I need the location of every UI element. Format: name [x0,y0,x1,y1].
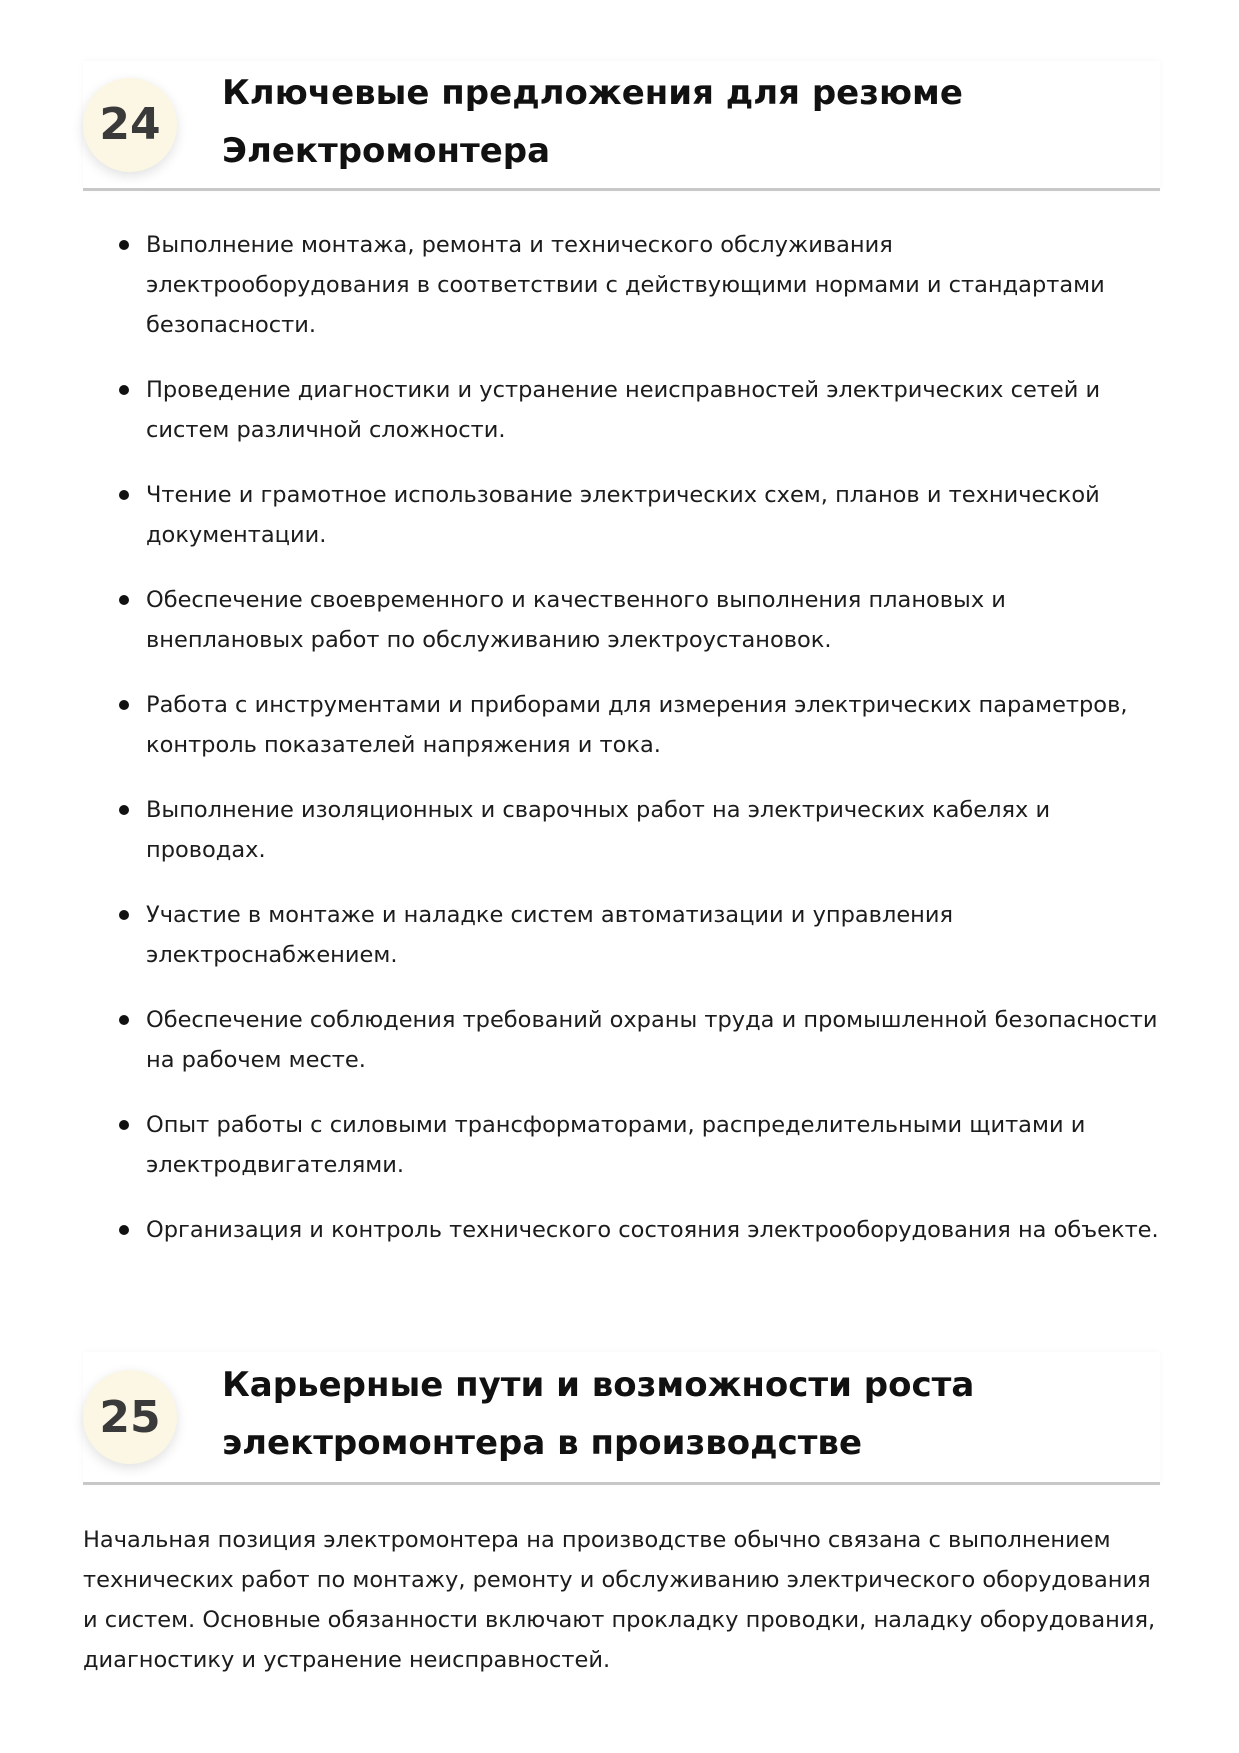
list-item-text: Выполнение изоляционных и сварочных работ на электрических кабелях и проводах. [146,797,1051,863]
list-item-text: Организация и контроль технического состояния электрооборудования на объекте. [146,1217,1159,1243]
section-title-line: Ключевые предложения для резюме [222,73,963,113]
section-title-line: Электромонтера [222,131,551,171]
list-item [83,790,1160,870]
bullet-dot-icon [119,910,129,920]
section-title [83,1352,1160,1472]
bullet-dot-icon [119,1120,129,1130]
section-title-line: электромонтера в производстве [222,1423,863,1463]
list-item [83,475,1160,555]
section-number-badge: 24 [83,78,177,172]
list-item-text: Опыт работы с силовыми трансформаторами, распределительными щитами и электродвигателями. [146,1112,1086,1178]
body-paragraph: Начальная позиция электромонтера на производстве обычно связана с выполнением технических работ по монтажу, ремонту и обслуживанию электрического оборудования и систем. Основные обязанности включают прокладку проводки, наладку оборудования, диагностику и устранение неисправностей. [83,1527,1156,1673]
list-item-text: Обеспечение соблюдения требований охраны труда и промышленной безопасности на рабочем месте. [146,1007,1158,1073]
list-item [83,225,1160,345]
section-title-line: Карьерные пути и возможности роста [222,1365,975,1405]
list-item [83,895,1160,975]
bullet-dot-icon [119,240,129,250]
section-header-24 [83,61,1160,191]
section-header-25 [83,1352,1160,1485]
bullet-dot-icon [119,490,129,500]
list-item-text: Участие в монтаже и наладке систем автоматизации и управления электроснабжением. [146,902,954,968]
bullet-dot-icon [119,595,129,605]
list-item [83,1000,1160,1080]
section-number-badge: 25 [83,1370,177,1464]
bullet-dot-icon [119,1225,129,1235]
list-item-text: Выполнение монтажа, ремонта и технического обслуживания электрооборудования в соответствии с действующими нормами и стандартами безопасности. [146,232,1105,338]
list-item [83,580,1160,660]
bullet-dot-icon [119,385,129,395]
list-item [83,1105,1160,1185]
list-item-text: Проведение диагностики и устранение неисправностей электрических сетей и систем различной сложности. [146,377,1101,443]
key-phrases-list [83,225,1160,1275]
list-item [83,370,1160,450]
list-item-text: Чтение и грамотное использование электрических схем, планов и технической документации. [146,482,1100,548]
list-item [83,685,1160,765]
bullet-dot-icon [119,1015,129,1025]
list-item [83,1210,1160,1250]
bullet-dot-icon [119,805,129,815]
bullet-dot-icon [119,700,129,710]
list-item-text: Обеспечение своевременного и качественного выполнения плановых и внеплановых работ по обслуживанию электроустановок. [146,587,1006,653]
list-item-text: Работа с инструментами и приборами для измерения электрических параметров, контроль показателей напряжения и тока. [146,692,1128,758]
section-title [83,61,1160,180]
